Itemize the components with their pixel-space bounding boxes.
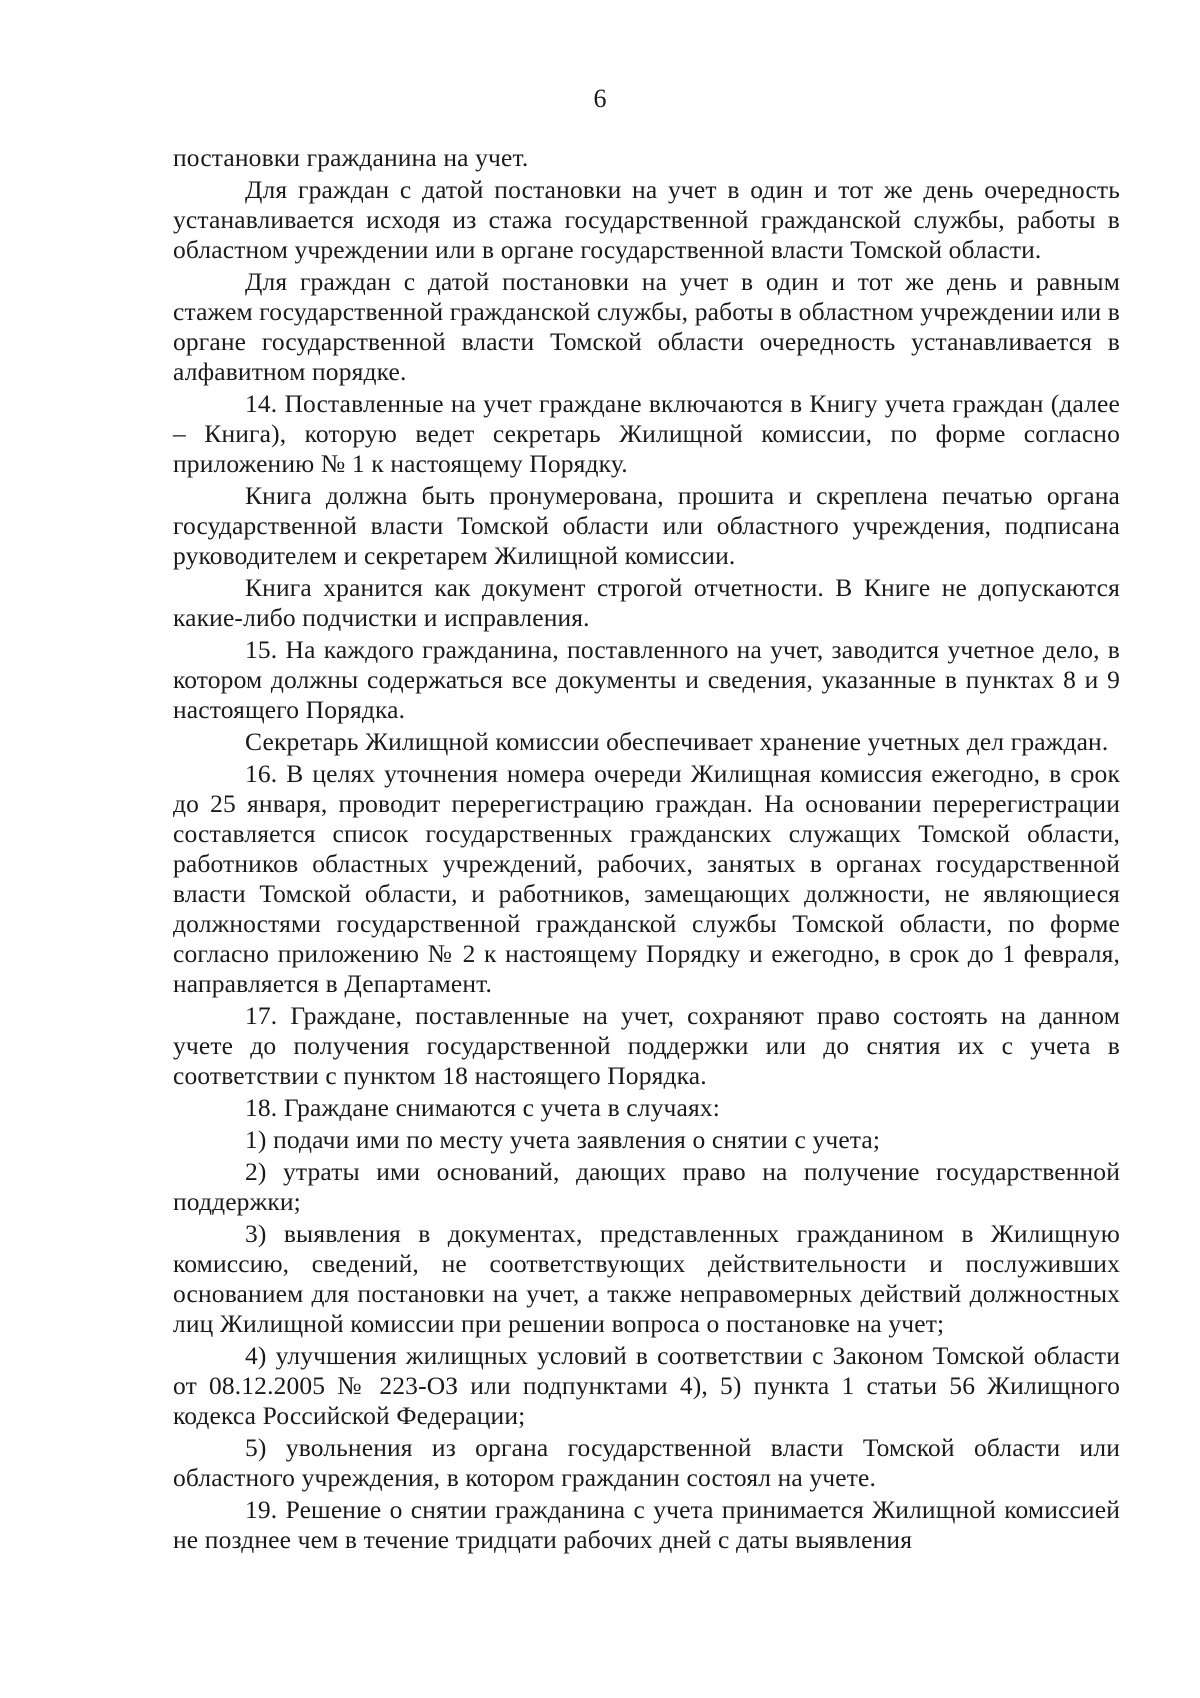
- clause-18: 18. Граждане снимаются с учета в случаях:: [245, 1093, 720, 1122]
- subclause-1: 1) подачи ими по месту учета заявления о снятии с учета;: [245, 1125, 881, 1154]
- subclause-5: 5) увольнения из органа государственной власти Томской области или областного учреждения, в котором гражданин состоял на учете.: [173, 1433, 1120, 1492]
- paragraph: Для граждан с датой постановки на учет в один и тот же день очередность устанавливается исходя из стажа государственной гражданской службы, работы в областном учреждении или в органе государственной власти Томской области.: [173, 175, 1120, 264]
- clause-19: 19. Решение о снятии гражданина с учета принимается Жилищной комиссией не позднее чем в течение тридцати рабочих дней с даты выявления: [173, 1495, 1120, 1554]
- subclause-2: 2) утраты ими оснований, дающих право на получение государственной поддержки;: [173, 1157, 1120, 1216]
- clause-15: 15. На каждого гражданина, поставленного на учет, заводится учетное дело, в котором должны содержаться все документы и сведения, указанные в пунктах 8 и 9 настоящего Порядка.: [173, 635, 1120, 724]
- paragraph-continuation: постановки гражданина на учет.: [173, 143, 529, 172]
- document-body: [173, 143, 1120, 1555]
- clause-14: 14. Поставленные на учет граждане включаются в Книгу учета граждан (далее – Книга), которую ведет секретарь Жилищной комиссии, по форме согласно приложению № 1 к настоящему Порядку.: [173, 389, 1120, 478]
- paragraph: Книга хранится как документ строгой отчетности. В Книге не допускаются какие-либо подчистки и исправления.: [173, 573, 1120, 632]
- paragraph: Для граждан с датой постановки на учет в один и тот же день и равным стажем государственной гражданской службы, работы в областном учреждении или в органе государственной власти Томской области очередность устанавливается в алфавитном порядке.: [173, 267, 1120, 386]
- subclause-3: 3) выявления в документах, представленных гражданином в Жилищную комиссию, сведений, не соответствующих действительности и послуживших основанием для постановки на учет, а также неправомерных действий должностных лиц Жилищной комиссии при решении вопроса о постановке на учет;: [173, 1219, 1120, 1338]
- paragraph: Секретарь Жилищной комиссии обеспечивает хранение учетных дел граждан.: [245, 727, 1109, 756]
- paragraph: Книга должна быть пронумерована, прошита и скреплена печатью органа государственной власти Томской области или областного учреждения, подписана руководителем и секретарем Жилищной комиссии.: [173, 481, 1120, 570]
- clause-16: 16. В целях уточнения номера очереди Жилищная комиссия ежегодно, в срок до 25 января, проводит перерегистрацию граждан. На основании перерегистрации составляется список государственных гражданских служащих Томской области, работников областных учреждений, рабочих, занятых в органах государственной власти Томской области, и работников, замещающих должности, не являющиеся должностями государственной гражданской службы Томской области, по форме согласно приложению № 2 к настоящему Порядку и ежегодно, в срок до 1 февраля, направляется в Департамент.: [173, 759, 1120, 998]
- page-number: 6: [593, 84, 607, 113]
- subclause-4: 4) улучшения жилищных условий в соответствии с Законом Томской области от 08.12.2005 № 223-ОЗ или подпунктами 4), 5) пункта 1 статьи 56 Жилищного кодекса Российской Федерации;: [173, 1341, 1120, 1430]
- clause-17: 17. Граждане, поставленные на учет, сохраняют право состоять на данном учете до получения государственной поддержки или до снятия их с учета в соответствии с пунктом 18 настоящего Порядка.: [173, 1001, 1120, 1090]
